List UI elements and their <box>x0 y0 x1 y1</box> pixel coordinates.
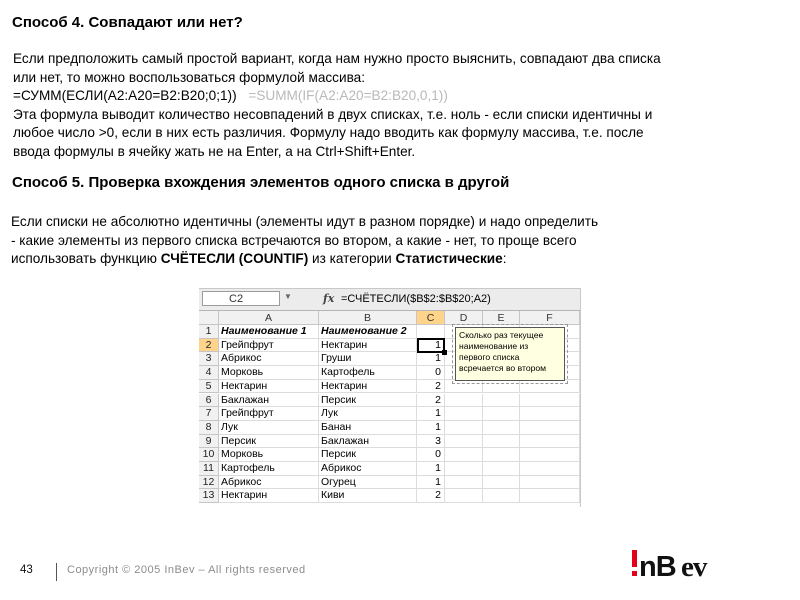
table-cell[interactable]: Абрикос <box>319 462 417 476</box>
table-cell[interactable]: Картофель <box>319 366 417 380</box>
row-header-10[interactable]: 10 <box>199 448 219 462</box>
section4-desc-3: ввода формулы в ячейку жать не на Enter, а на Ctrl+Shift+Enter. <box>13 143 416 159</box>
row-header-4[interactable]: 4 <box>199 366 219 380</box>
line3-end: : <box>502 251 507 266</box>
table-cell[interactable] <box>520 394 580 408</box>
table-cell[interactable] <box>520 462 580 476</box>
table-cell[interactable]: Персик <box>319 394 417 408</box>
table-cell[interactable]: Наименование 1 <box>219 325 319 339</box>
table-cell[interactable] <box>520 448 580 462</box>
table-cell[interactable] <box>520 407 580 421</box>
row-header-1[interactable]: 1 <box>199 325 219 339</box>
table-cell[interactable]: Абрикос <box>219 352 319 366</box>
table-cell[interactable] <box>445 435 483 449</box>
table-cell[interactable] <box>520 476 580 490</box>
column-header-e[interactable]: E <box>483 311 520 325</box>
countif-function: СЧЁТЕСЛИ (COUNTIF) <box>160 251 309 266</box>
table-cell[interactable]: Нектарин <box>319 380 417 394</box>
table-cell[interactable]: Грейпфрут <box>219 339 319 353</box>
copyright-text: Copyright © 2005 InBev – All rights reserved <box>67 564 306 576</box>
fill-handle[interactable] <box>442 350 447 355</box>
table-cell[interactable] <box>520 489 580 503</box>
column-header-d[interactable]: D <box>445 311 483 325</box>
inbev-logo <box>629 544 739 584</box>
section5-line-3 <box>11 250 598 269</box>
table-cell[interactable]: Лук <box>319 407 417 421</box>
section4-title: Способ 4. Совпадают или нет? <box>12 14 243 31</box>
section4-line-2: или нет, то можно воспользоваться формулой массива: <box>13 69 365 85</box>
table-cell[interactable] <box>483 407 520 421</box>
formula-input[interactable]: =СЧЁТЕСЛИ($B$2:$B$20;A2) <box>341 293 491 305</box>
section5-body <box>11 213 598 269</box>
table-cell[interactable]: 1 <box>417 421 445 435</box>
table-cell[interactable]: Персик <box>219 435 319 449</box>
row-header-11[interactable]: 11 <box>199 462 219 476</box>
table-cell[interactable] <box>483 435 520 449</box>
table-cell[interactable] <box>483 476 520 490</box>
table-cell[interactable]: Наименование 2 <box>319 325 417 339</box>
row-header-3[interactable]: 3 <box>199 352 219 366</box>
table-cell[interactable]: Лук <box>219 421 319 435</box>
active-cell-outline <box>417 338 445 353</box>
row-header-12[interactable]: 12 <box>199 476 219 490</box>
table-cell[interactable]: Нектарин <box>319 339 417 353</box>
section4-desc-1: Эта формула выводит количество несовпадений в двух списках, т.е. ноль - если списки идентичны и <box>13 106 653 122</box>
fx-icon[interactable]: fx <box>323 292 335 305</box>
table-cell[interactable]: Киви <box>319 489 417 503</box>
column-header-f[interactable]: F <box>520 311 580 325</box>
section5-title: Способ 5. Проверка вхождения элементов одного списка в другой <box>12 174 510 191</box>
table-cell[interactable] <box>445 448 483 462</box>
table-cell[interactable]: Персик <box>319 448 417 462</box>
table-cell[interactable]: Морковь <box>219 366 319 380</box>
table-cell[interactable]: 1 <box>417 462 445 476</box>
row-header-13[interactable]: 13 <box>199 489 219 503</box>
table-cell[interactable]: 0 <box>417 366 445 380</box>
table-cell[interactable]: Баклажан <box>319 435 417 449</box>
table-cell[interactable] <box>445 462 483 476</box>
table-cell[interactable]: 2 <box>417 394 445 408</box>
table-cell[interactable] <box>483 421 520 435</box>
table-cell[interactable]: 2 <box>417 489 445 503</box>
table-cell[interactable]: Морковь <box>219 448 319 462</box>
svg-text:ev: ev <box>681 551 707 583</box>
table-cell[interactable] <box>417 325 445 339</box>
cell-comment: Сколько раз текущее наименование из первого списка всречается во втором <box>455 327 565 381</box>
table-cell[interactable]: Баклажан <box>219 394 319 408</box>
select-all-corner[interactable] <box>199 311 219 325</box>
page-number: 43 <box>20 564 33 576</box>
row-header-8[interactable]: 8 <box>199 421 219 435</box>
column-header-a[interactable]: A <box>219 311 319 325</box>
section5-line-1: Если списки не абсолютно идентичны (элементы идут в разном порядке) и надо определить <box>11 214 599 229</box>
table-cell[interactable] <box>445 476 483 490</box>
section5-line-2: - какие элементы из первого списка встречаются во втором, а какие - нет, то проще всего <box>11 232 577 248</box>
table-cell[interactable] <box>483 394 520 408</box>
column-header-c[interactable]: C <box>417 311 445 325</box>
table-cell[interactable] <box>445 407 483 421</box>
row-header-9[interactable]: 9 <box>199 435 219 449</box>
section4-desc-2: любое число >0, если в них есть различия. Формулу надо вводить как формулу массива, т.е. после <box>13 125 644 140</box>
table-cell[interactable] <box>520 421 580 435</box>
table-cell[interactable] <box>483 489 520 503</box>
table-cell[interactable]: 3 <box>417 435 445 449</box>
table-cell[interactable]: Нектарин <box>219 489 319 503</box>
section4-body <box>13 50 661 161</box>
column-header-b[interactable]: B <box>319 311 417 325</box>
spreadsheet-screenshot <box>199 288 581 507</box>
table-cell[interactable]: 2 <box>417 380 445 394</box>
section4-line-1: Если предположить самый простой вариант, когда нам нужно просто выяснить, совпадают два списка <box>13 51 661 66</box>
formula-bar <box>199 289 580 311</box>
table-cell[interactable]: 1 <box>417 407 445 421</box>
table-cell[interactable] <box>483 448 520 462</box>
row-header-2[interactable]: 2 <box>199 339 219 353</box>
svg-text:nB: nB <box>639 551 676 583</box>
table-cell[interactable] <box>445 394 483 408</box>
table-cell[interactable]: 1 <box>417 339 445 353</box>
table-cell[interactable]: 0 <box>417 448 445 462</box>
chevron-down-icon[interactable]: ▼ <box>284 292 292 301</box>
statistical-category: Статистические <box>395 251 503 266</box>
row-header-6[interactable]: 6 <box>199 394 219 408</box>
table-cell[interactable]: 1 <box>417 476 445 490</box>
table-cell[interactable]: Огурец <box>319 476 417 490</box>
table-cell[interactable] <box>445 489 483 503</box>
row-header-7[interactable]: 7 <box>199 407 219 421</box>
footer-divider <box>56 563 57 581</box>
column-headers <box>199 311 580 325</box>
table-cell[interactable]: Абрикос <box>219 476 319 490</box>
formula-line <box>13 87 661 106</box>
formula-en: =SUMM(IF(A2:A20=B2:B20,0,1)) <box>248 88 448 103</box>
table-cell[interactable]: Нектарин <box>219 380 319 394</box>
name-box[interactable]: C2 <box>202 291 280 306</box>
table-cell[interactable]: Грейпфрут <box>219 407 319 421</box>
line3-prefix: использовать функцию <box>11 251 161 266</box>
table-cell[interactable] <box>520 435 580 449</box>
table-cell[interactable]: 1 <box>417 352 445 366</box>
line3-mid: из категории <box>308 251 396 266</box>
row-header-5[interactable]: 5 <box>199 380 219 394</box>
table-cell[interactable] <box>483 462 520 476</box>
table-cell[interactable]: Картофель <box>219 462 319 476</box>
table-cell[interactable] <box>445 421 483 435</box>
formula-ru: =СУММ(ЕСЛИ(A2:A20=B2:B20;0;1)) <box>13 88 237 103</box>
table-cell[interactable]: Банан <box>319 421 417 435</box>
table-cell[interactable]: Груши <box>319 352 417 366</box>
